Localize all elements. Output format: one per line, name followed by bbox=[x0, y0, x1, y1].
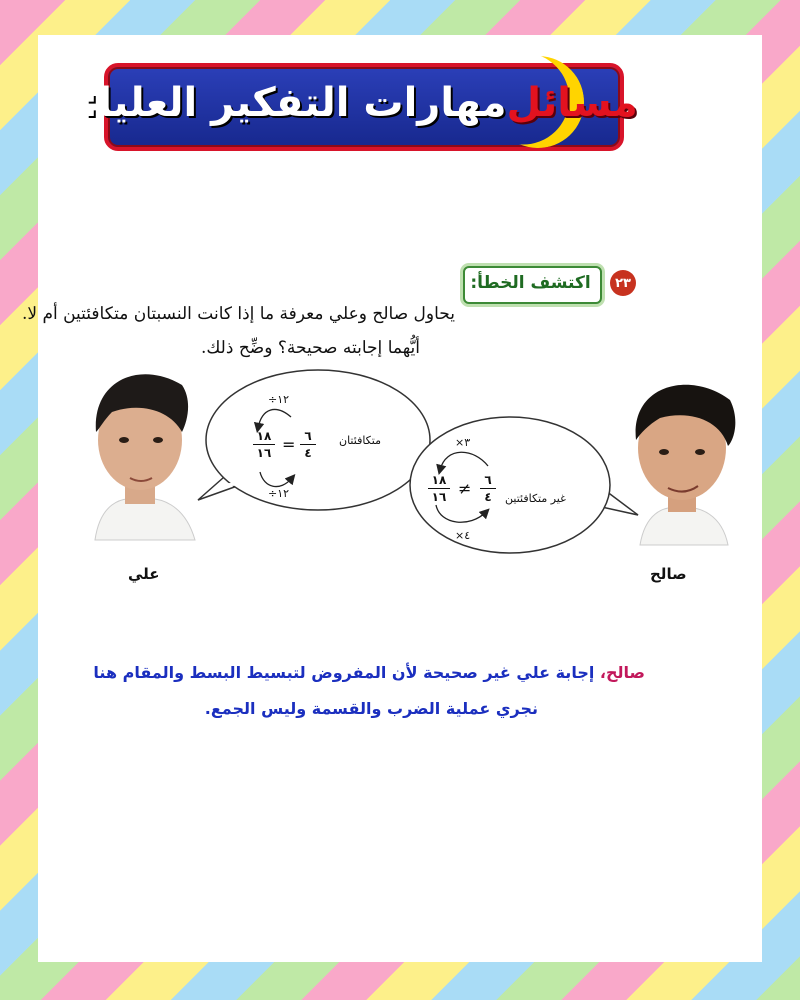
ali-photo bbox=[95, 374, 195, 540]
fraction-bar bbox=[300, 444, 316, 445]
saleh-name-label: صالح bbox=[650, 565, 687, 583]
answer-line-2: نجري عملية الضرب والقسمة وليس الجمع. bbox=[204, 699, 538, 718]
saleh-photo bbox=[636, 385, 736, 545]
saleh-op-top: ×٣ bbox=[455, 436, 471, 449]
saleh-fraction-right bbox=[480, 473, 496, 504]
fraction-bar bbox=[480, 488, 496, 489]
ali-name-label: علي bbox=[128, 565, 160, 583]
answer-line-1 bbox=[93, 663, 645, 682]
ali-equals-sign: = bbox=[282, 435, 296, 454]
ali-right-denominator: ٤ bbox=[304, 446, 312, 460]
question-line-2: أيُّهما إجابته صحيحة؟ وضِّح ذلك. bbox=[200, 338, 420, 358]
answer-text-1: إجابة علي غير صحيحة لأن المفروض لتبسيط البسط والمقام هنا bbox=[93, 663, 600, 682]
saleh-left-denominator: ١٦ bbox=[431, 490, 447, 504]
ali-op-bottom: ÷١٢ bbox=[268, 487, 290, 500]
ali-left-numerator: ١٨ bbox=[256, 429, 272, 443]
find-error-label: اكتشف الخطأ: bbox=[470, 273, 591, 293]
saleh-right-numerator: ٦ bbox=[484, 473, 492, 487]
saleh-left-numerator: ١٨ bbox=[431, 473, 447, 487]
ali-fraction-left bbox=[253, 429, 275, 460]
answer-name: صالح، bbox=[599, 663, 645, 682]
saleh-fraction-left bbox=[428, 473, 450, 504]
ali-left-denominator: ١٦ bbox=[256, 446, 272, 460]
ali-op-top: ÷١٢ bbox=[268, 393, 290, 406]
saleh-bubble-label: غير متكافئتين bbox=[505, 492, 566, 505]
ali-right-numerator: ٦ bbox=[304, 429, 312, 443]
ali-bubble-label: متكافئتان bbox=[339, 434, 381, 447]
ali-fraction-right bbox=[300, 429, 316, 460]
saleh-right-denominator: ٤ bbox=[484, 490, 492, 504]
title-rest: مهارات التفكير العليا: bbox=[82, 80, 507, 126]
fraction-bar bbox=[253, 444, 275, 445]
saleh-not-equal-sign: ≠ bbox=[458, 479, 472, 498]
question-line-1: يحاول صالح وعلي معرفة ما إذا كانت النسبتان متكافئتين أم لا. bbox=[21, 304, 455, 324]
title-word-highlight: مسائل bbox=[506, 80, 638, 126]
fraction-bar bbox=[428, 488, 450, 489]
question-number: ٢٣ bbox=[610, 270, 636, 296]
saleh-op-bottom: ×٤ bbox=[455, 529, 471, 542]
